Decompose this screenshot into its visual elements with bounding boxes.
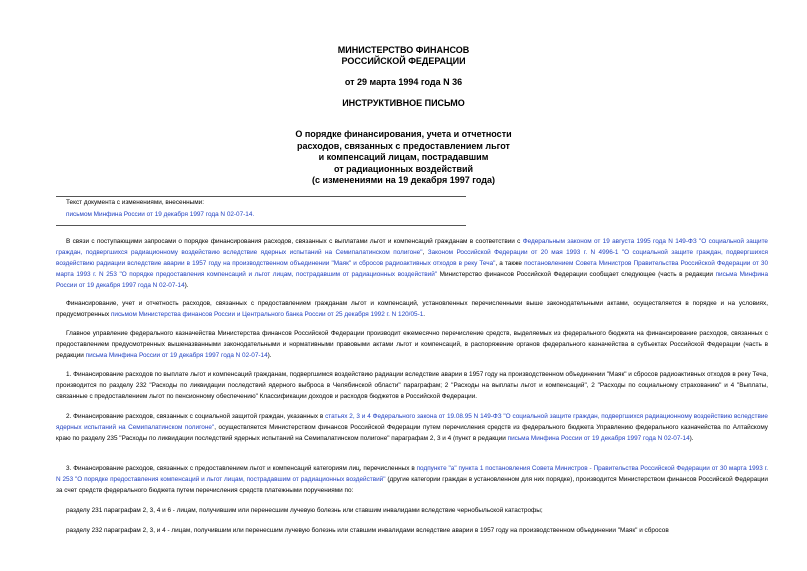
title-line-5: (с изменениями на 19 декабря 1997 года) (312, 175, 495, 185)
paragraph-5-text: ). (689, 435, 694, 442)
title-line-3: и компенсаций лицам, пострадавшим (318, 152, 489, 162)
paragraph-4 (56, 369, 768, 402)
link-articles-2-3-4-law-149[interactable]: статьях 2, 3 и 4 Федерального закона от 19.08.95 N 149-ФЗ "О социальной защите граждан, подвергшихся радиационному воздействию вследствие ядерных испытаний на Семипалатинском полигоне" (56, 413, 768, 431)
link-letter-02-07-14[interactable]: письма Минфина России от 19 декабря 1997 года N 02-07-14 (85, 352, 268, 359)
paragraph-7-text: разделу 231 параграфам 2, 3, 4 и 6 - лицам, получившим или перенесшим лучевую болезнь или ставшим инвалидами вследствие чернобыльской катастрофы; (66, 507, 543, 514)
title-line-4: от радиационных воздействий (333, 163, 474, 174)
link-letter-02-07-14[interactable]: письма Минфина России от 19 декабря 1997 года N 02-07-14 (507, 435, 690, 442)
paragraph-1 (56, 236, 768, 291)
title-line-1: О порядке финансирования, учета и отчетности (295, 129, 512, 139)
paragraph-2-text: . (423, 311, 426, 318)
paragraph-6-text: (другие категории граждан в установленном для них порядке), производится Министерством финансов Российской Федерации за счет средств федерального бюджета путем перечисления средств платежными поручениями по: (56, 476, 768, 494)
paragraph-8-text: разделу 232 параграфам 2, 3, и 4 - лицам, получившим или перенесшим лучевую болезнь или ставшим инвалидами вследствие аварии в 1957 году на производственном объединении "Маяк" и сбросов (66, 527, 669, 534)
paragraph-3-text: ). (267, 352, 272, 359)
paragraph-5 (56, 411, 768, 444)
paragraph-5-text: , осуществляется Министерством финансов Российской Федерации путем перечисления средств из федерального бюджета Управлению федерального казначейства по Алтайскому краю по разделу 235 "Расходы по ликвидации последствий ядерных испытаний на Семипалатинском полигоне" параграфам 2, 3 и 4 (пункт в редакции (56, 424, 768, 442)
link-resolution-253[interactable]: постановлением Совета Министров Правительства Российской Федерации от 30 марта 1993 г. N 253 "О порядке предоставления компенсаций и льгот лицам, пострадавшим от радиационных воздействий" (56, 260, 768, 278)
paragraph-6 (56, 463, 768, 496)
link-law-4996-1[interactable]: Законом Российской Федерации от 20 мая 1993 г. N 4996-1 "О социальной защите граждан, подвергшихся воздействию радиации вследствие аварии в 1957 году на производственном объединении "Маяк" и сбросов радиоактивных отходов в реку Теча" (56, 249, 768, 267)
document-date-number: от 29 марта 1994 года N 36 (344, 77, 463, 87)
paragraph-4-text: 1. Финансирование расходов по выплате льгот и компенсаций гражданам, подвергшимся воздействию радиации вследствие аварии в 1957 году на производственном объединении "Маяк" и сбросов радиоактивных отходов в реку Теча, производится по разделу 232 "Расходы по ликвидации последствий ядерного выброса в Челябинской области" параграфам; 2 "Расходы на выплаты льгот и компенсаций", 2 "Расходы по социальному страхованию" и 4 "Выплаты, связанные с предоставлением льгот по пенсионному обеспечению" Классификации доходов и расходов бюджетов в Российской Федерации. (56, 371, 768, 400)
paragraph-6-text: 3. Финансирование расходов, связанных с предоставлением льгот и компенсаций категориям лиц, перечисленных в (66, 465, 417, 472)
paragraph-1-text: Министерство финансов Российской Федерации сообщает следующее (часть в редакции (437, 271, 716, 278)
divider-bottom (56, 225, 466, 226)
title-line-2: расходов, связанных с предоставлением льгот (297, 140, 510, 151)
paragraph-2-text: Финансирование, учет и отчетность расходов, связанных с предоставлением гражданам льгот и компенсаций, установленных перечисленными выше законодательными актами, осуществляется в порядке и на условиях, предусмотренных (56, 300, 768, 318)
link-letter-02-07-14[interactable]: письма Минфина России от 19 декабря 1997 года N 02-07-14 (56, 271, 768, 289)
divider-top (56, 196, 466, 197)
changes-note-text: Текст документа с изменениями, внесенными: (66, 199, 204, 206)
link-subparagraph-a-resolution-253[interactable]: подпункте "а" пункта 1 постановления Совета Министров - Правительства Российской Федерации от 30 марта 1993 г. N 253 "О порядке предоставления компенсаций и льгот лицам, пострадавшим от радиационных воздействий" (56, 465, 768, 483)
paragraph-1-text: В связи с поступающими запросами о порядке финансирования расходов, связанных с выплатами льгот и компенсаций гражданам в соответствии с (66, 238, 523, 245)
document-type: ИНСТРУКТИВНОЕ ПИСЬМО (342, 98, 465, 108)
paragraph-7 (56, 505, 768, 516)
paragraph-8 (56, 525, 768, 536)
paragraph-3 (56, 328, 768, 361)
ministry-line-1: МИНИСТЕРСТВО ФИНАНСОВ (337, 45, 470, 55)
paragraph-3-text: Главное управление федерального казначейства Министерства финансов Российской Федерации производит ежемесячно перечисление средств, выделяемых из федерального бюджета на финансирование расходов, связанных с предоставлением предусмотренных вышеназванными законодательными и нормативными правовыми актами льгот и компенсаций, в распоряжение органов федерального казначейства в субъектах Российской Федерации (часть в редакции (56, 330, 768, 359)
paragraph-1-text: ). (184, 282, 189, 289)
changes-note-link[interactable]: письмом Минфина России от 19 декабря 1997 года N 02-07-14. (66, 211, 255, 218)
link-letter-120-05-1[interactable]: письмом Министерства финансов России и Центрального банка России от 25 декабря 1992 г. N 120/05-1 (110, 311, 424, 318)
paragraph-2 (56, 298, 768, 320)
paragraph-5-text: 2. Финансирование расходов, связанных с социальной защитой граждан, указанных в (66, 413, 326, 420)
ministry-line-2: РОССИЙСКОЙ ФЕДЕРАЦИИ (341, 56, 466, 66)
paragraph-1-text: , (422, 249, 428, 256)
link-federal-law-149[interactable]: Федеральным законом от 19 августа 1995 года N 149-ФЗ "О социальной защите граждан, подвергшихся радиационному воздействию вследствие ядерных испытаний на Семипалатинском полигоне" (56, 238, 768, 256)
paragraph-1-text: , а также (495, 260, 525, 267)
